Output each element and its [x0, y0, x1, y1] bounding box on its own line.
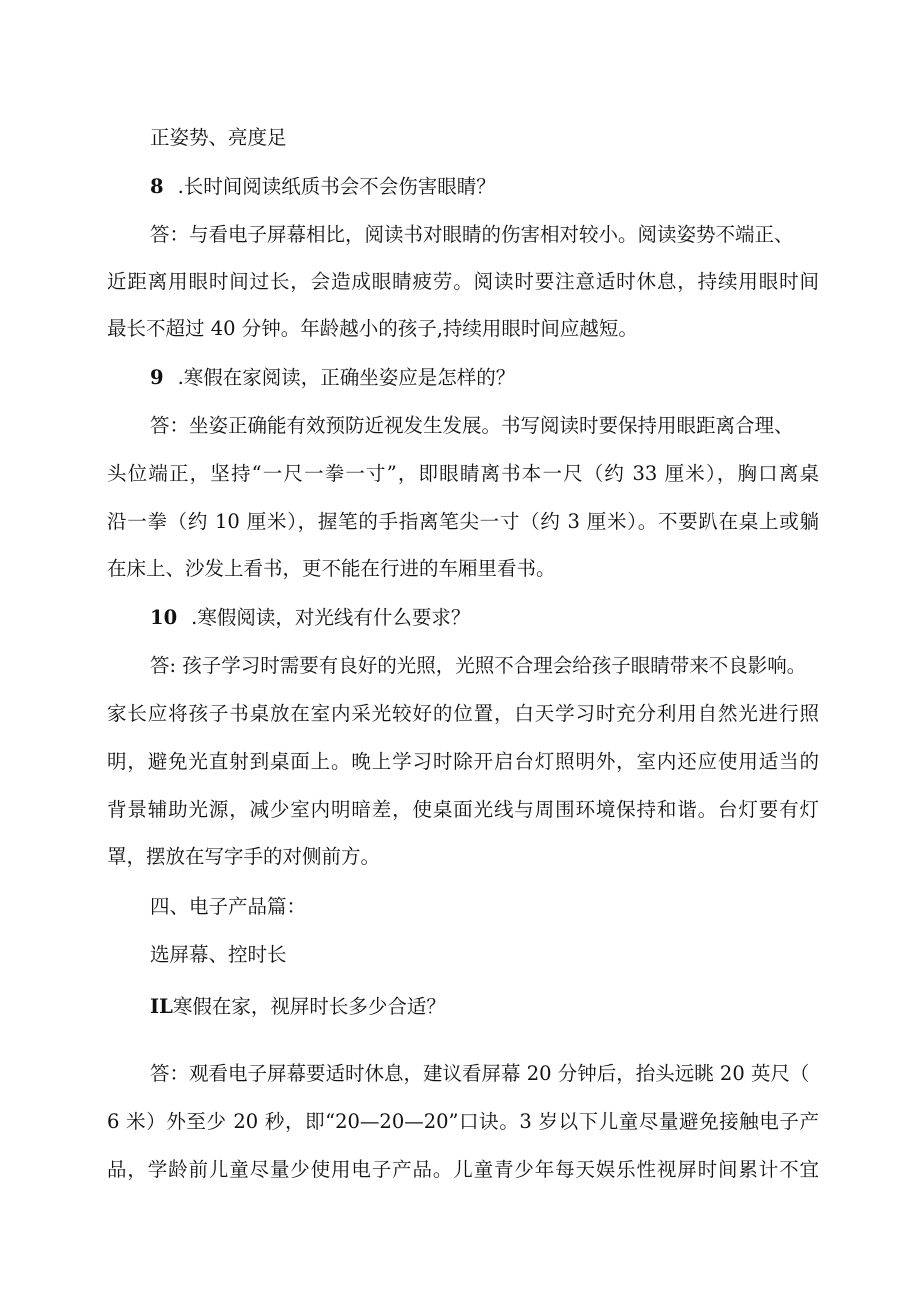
question-text: 寒假在家，视屏时长多少合适？	[172, 995, 446, 1018]
question-10	[150, 605, 920, 631]
section-heading: 四、电子产品篇：	[150, 895, 307, 918]
question-9	[150, 365, 920, 391]
answer-10-line-2: 家长应将孩子书桌放在室内采光较好的位置，白天学习时充分利用自然光进行照	[107, 702, 819, 725]
answer-9-line-1: 答：坐姿正确能有效预防近视发生发展。书写阅读时要保持用眼距离合理、	[150, 414, 794, 437]
question-number: 8	[150, 175, 164, 198]
answer-8-line-1: 答：与看电子屏幕相比，阅读书对眼睛的伤害相对较小。阅读姿势不端正、	[150, 223, 794, 246]
question-8	[150, 174, 920, 200]
answer-11-line-1: 答：观看电子屏幕要适时休息，建议看屏幕 20 分钟后，抬头远眺 20 英尺（	[150, 1062, 810, 1085]
answer-9-line-4: 在床上、沙发上看书，更不能在行进的车厢里看书。	[107, 557, 556, 580]
question-text: .寒假阅读，对光线有什么要求？	[191, 606, 471, 629]
question-number: 9	[150, 366, 164, 389]
answer-10-line-3: 明，避免光直射到桌面上。晚上学习时除开启台灯照明外，室内还应使用适当的	[107, 750, 819, 773]
answer-9-line-2: 头位端正，坚持“一尺一拳一寸”，即眼睛离书本一尺（约 33 厘米），胸口离桌	[107, 462, 819, 485]
answer-8-line-2: 近距离用眼时间过长，会造成眼睛疲劳。阅读时要注意适时休息，持续用眼时间	[107, 270, 819, 293]
question-number: IL	[150, 995, 173, 1018]
section-fragment: 正姿势、亮度足	[150, 126, 287, 149]
answer-10-line-5: 罩，摆放在写字手的对侧前方。	[107, 845, 381, 868]
question-text: .长时间阅读纸质书会不会伤害眼睛？	[177, 175, 496, 198]
answer-10-line-4: 背景辅助光源，减少室内明暗差，使桌面光线与周围环境保持和谐。台灯要有灯	[107, 798, 819, 821]
answer-10-line-1: 答: 孩子学习时需要有良好的光照，光照不合理会给孩子眼睛带来不良影响。	[150, 654, 807, 677]
answer-11-line-2: 6 米）外至少 20 秒，即“20—20—20”口诀。3 岁以下儿童尽量避免接触电子产	[107, 1110, 819, 1133]
question-number: 10	[150, 606, 178, 629]
answer-9-line-3: 沿一拳（约 10 厘米），握笔的手指离笔尖一寸（约 3 厘米）。不要趴在桌上或躺	[107, 510, 819, 533]
section-subheading: 选屏幕、控时长	[150, 943, 287, 966]
answer-8-line-3: 最长不超过 40 分钟。年龄越小的孩子,持续用眼时间应越短。	[107, 317, 638, 340]
question-text: .寒假在家阅读，正确坐姿应是怎样的？	[177, 366, 516, 389]
answer-11-line-3: 品，学龄前儿童尽量少使用电子产品。儿童青少年每天娱乐性视屏时间累计不宜	[107, 1158, 819, 1181]
question-11	[150, 994, 920, 1020]
